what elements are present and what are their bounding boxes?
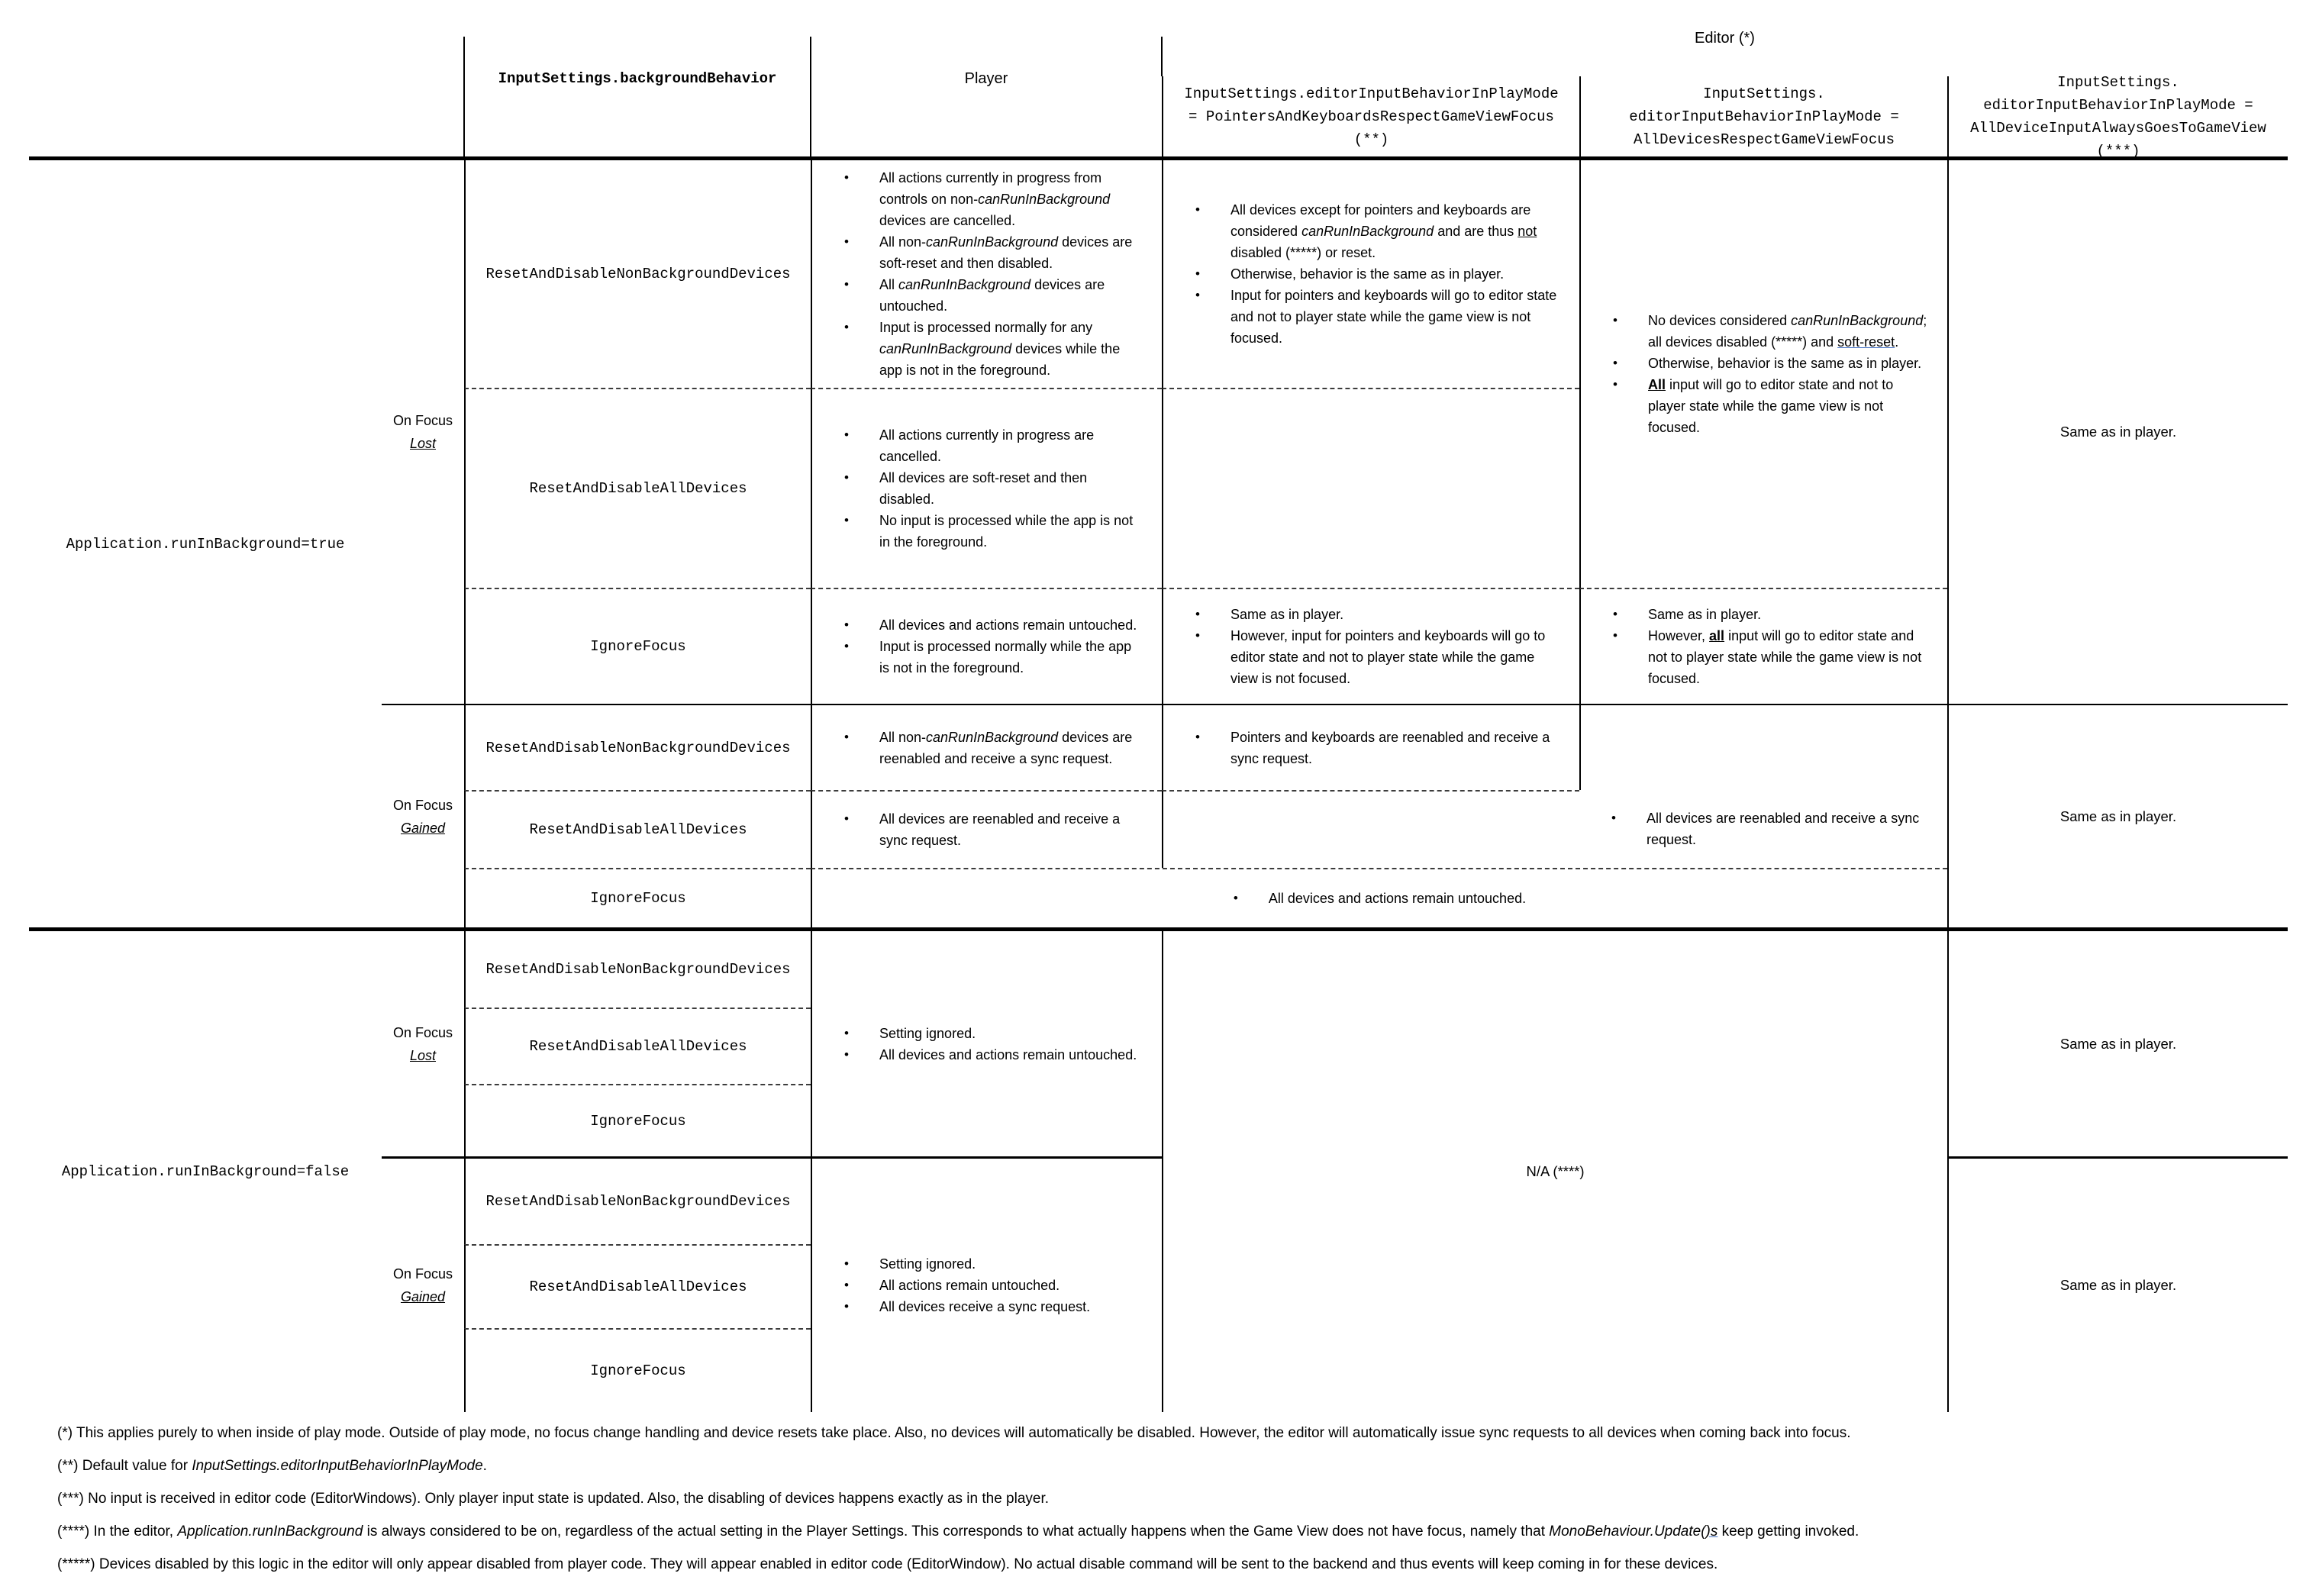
bullet-icon: •: [844, 234, 849, 249]
behavior-reset-nonbackground-lost-true: ResetAndDisableNonBackgroundDevices: [464, 156, 811, 388]
bullet-icon: •: [844, 1025, 849, 1040]
bullet-item: [1195, 199, 1561, 263]
bullet-icon: •: [844, 470, 849, 485]
cell-always-lost-false: Same as in player.: [1947, 927, 2288, 1156]
bullet-text: Setting ignored.: [879, 1256, 976, 1272]
bullet-item: [1195, 604, 1561, 625]
bullet-icon: •: [844, 1256, 849, 1271]
bullet-item: [1613, 604, 1929, 625]
bullet-text: All non-canRunInBackground devices are soft-reset and then disabled.: [879, 234, 1133, 271]
bullet-text: However, all input will go to editor state and not to player state while the game view is not focused.: [1648, 628, 1922, 686]
behavior-reset-all-lost-false: ResetAndDisableAllDevices: [464, 1008, 811, 1084]
column-divider: [810, 37, 811, 156]
cell-pointers-lost-radnbd: [1162, 156, 1579, 388]
bullet-item: [844, 727, 1143, 769]
bullet-text: All non-canRunInBackground devices are reenabled and receive a sync request.: [879, 729, 1133, 766]
footnote-2: (**) Default value for InputSettings.editorInputBehaviorInPlayMode.: [57, 1458, 487, 1474]
cell-player-gained-false: [811, 1156, 1162, 1412]
bullet-text: Same as in player.: [1230, 607, 1344, 622]
bullet-text: No input is processed while the app is not in the foreground.: [879, 513, 1134, 550]
bullet-item: [844, 167, 1143, 231]
bullet-item: [1234, 888, 1526, 909]
bullet-item: [844, 231, 1143, 274]
cell-player-lost-false: [811, 927, 1162, 1156]
footnote-1: (*) This applies purely to when inside of play mode. Outside of play mode, no focus change handling and device resets take place. Also, no devices will automatically be disabled. However, the editor will automatically issue sync requests to all devices when coming back into focus.: [57, 1425, 1851, 1441]
bullet-icon: •: [1195, 288, 1200, 302]
cell-pointers-gained-radnbd: [1162, 704, 1579, 790]
bullet-icon: •: [844, 1278, 849, 1292]
bullet-item: [844, 1023, 1143, 1044]
cell-always-gained-false: Same as in player.: [1947, 1156, 2288, 1412]
bullet-item: [844, 1253, 1143, 1275]
bullet-text: Input is processed normally for any canRunInBackground devices while the app is not in the foreground.: [879, 320, 1121, 378]
bullet-text: All canRunInBackground devices are untouched.: [879, 277, 1105, 314]
bullet-text: All devices and actions remain untouched.: [879, 617, 1137, 633]
bullet-item: [844, 317, 1143, 381]
bullet-text: All devices receive a sync request.: [879, 1299, 1091, 1314]
bullet-item: [1195, 625, 1561, 689]
bullet-icon: •: [844, 427, 849, 442]
bullet-icon: •: [1195, 628, 1200, 643]
bullet-item: [1613, 353, 1929, 374]
bullet-icon: •: [1195, 729, 1200, 744]
bullet-text: All actions currently in progress from controls on non-canRunInBackground devices are cancelled.: [879, 170, 1111, 228]
cell-alldevices-lost-ignore: [1579, 588, 1947, 704]
bullet-icon: •: [1195, 266, 1200, 281]
bullet-icon: •: [1613, 313, 1617, 327]
header-editor-alldevices: InputSettings. editorInputBehaviorInPlayMode = AllDevicesRespectGameViewFocus: [1579, 76, 1947, 156]
behavior-reset-nonbackground-lost-false: ResetAndDisableNonBackgroundDevices: [464, 927, 811, 1008]
bullet-icon: •: [844, 1299, 849, 1314]
cell-pointers-lost-ignore: [1162, 588, 1579, 704]
bullet-item: [844, 510, 1143, 553]
bullet-icon: •: [1611, 811, 1616, 825]
bullet-text: All actions currently in progress are cancelled.: [879, 427, 1095, 464]
bullet-icon: •: [1613, 628, 1617, 643]
column-divider: [1161, 37, 1163, 76]
behavior-ignore-focus-gained-false: IgnoreFocus: [464, 1328, 811, 1412]
bullet-item: [844, 1044, 1143, 1066]
cell-alldevices-lost-merged: [1579, 156, 1947, 588]
bullet-item: [844, 1275, 1143, 1296]
cell-alldevices-gained-empty: [1579, 704, 1947, 790]
cell-always-lost-true: Same as in player.: [1947, 156, 2288, 704]
bullet-icon: •: [844, 277, 849, 292]
bullet-text: All devices and actions remain untouched.: [1268, 891, 1527, 906]
row-label-run-in-background-true: Application.runInBackground=true: [29, 156, 382, 927]
bullet-item: [1613, 625, 1929, 689]
bullet-text: No devices considered canRunInBackground; all devices disabled (*****) and soft-reset.: [1648, 313, 1927, 350]
footnote-5: (*****) Devices disabled by this logic in the editor will only appear disabled from player code. They will appear enabled in editor code (EditorWindow). No actual disable command will be sent to the backend and thus events will keep coming in for these devices.: [57, 1556, 1718, 1572]
bullet-item: [844, 1296, 1143, 1317]
bullet-icon: •: [844, 1046, 849, 1062]
cell-player-gained-radnbd: [811, 704, 1162, 790]
bullet-text: All devices and actions remain untouched.: [879, 1046, 1137, 1062]
bullet-text: Input for pointers and keyboards will go to editor state and not to player state while the game view is not focused.: [1230, 288, 1557, 346]
header-background-behavior: InputSettings.backgroundBehavior: [464, 0, 811, 156]
bullet-item: [844, 614, 1143, 636]
cell-player-lost-radad: [811, 388, 1162, 588]
bullet-item: [844, 808, 1143, 851]
row-label-on-focus-lost-false: On Focus Lost: [382, 927, 464, 1156]
bullet-item: [1613, 374, 1929, 438]
bullet-icon: •: [844, 729, 849, 744]
bullet-item: [844, 274, 1143, 317]
bullet-text: All devices are reenabled and receive a sync request.: [879, 811, 1121, 848]
cell-alldevices-gained-radad: [1579, 790, 1947, 868]
behavior-reset-nonbackground-gained-false: ResetAndDisableNonBackgroundDevices: [464, 1156, 811, 1244]
bullet-text: However, input for pointers and keyboards will go to editor state and not to player state while the game view is not focused.: [1230, 628, 1546, 686]
bullet-icon: •: [1613, 607, 1617, 621]
row-label-run-in-background-false: Application.runInBackground=false: [29, 927, 382, 1412]
bullet-icon: •: [1195, 607, 1200, 621]
bullet-item: [844, 467, 1143, 510]
behavior-table: [29, 0, 2288, 1412]
link[interactable]: ()s: [1701, 1523, 1718, 1540]
bullet-icon: •: [844, 811, 849, 826]
bullet-item: [844, 424, 1143, 467]
cell-pointers-lost-radad-empty: [1162, 388, 1579, 588]
bullet-icon: •: [844, 170, 849, 185]
column-divider: [463, 37, 465, 156]
cell-always-gained-true: Same as in player.: [1947, 704, 2288, 927]
cell-na-false: N/A (****): [1162, 927, 1947, 1412]
bullet-item: [1195, 727, 1561, 769]
bullet-icon: •: [844, 320, 849, 334]
bullet-text: All input will go to editor state and not to player state while the game view is not focused.: [1648, 377, 1894, 435]
bullet-text: Pointers and keyboards are reenabled and receive a sync request.: [1230, 729, 1550, 766]
bullet-icon: •: [844, 513, 849, 527]
bullet-item: [1613, 310, 1929, 353]
bullet-text: All actions remain untouched.: [879, 1278, 1060, 1293]
bullet-icon: •: [1613, 356, 1617, 370]
bullet-icon: •: [844, 617, 849, 632]
row-label-on-focus-gained-false: On Focus Gained: [382, 1156, 464, 1412]
cell-merged-gained-ignore: [811, 868, 1947, 927]
header-editor-pointers: InputSettings.editorInputBehaviorInPlayMode = PointersAndKeyboardsRespectGameViewFocus (**): [1162, 76, 1579, 156]
header-editor-group: Editor (*): [1162, 0, 2288, 76]
header-editor-gameview: InputSettings. editorInputBehaviorInPlayMode = AllDeviceInputAlwaysGoesToGameView (***): [1947, 76, 2288, 156]
row-label-on-focus-gained-true: On Focus Gained: [382, 704, 464, 927]
behavior-ignore-focus-lost-false: IgnoreFocus: [464, 1084, 811, 1156]
bullet-icon: •: [1233, 891, 1238, 905]
behavior-reset-nonbackground-gained-true: ResetAndDisableNonBackgroundDevices: [464, 704, 811, 790]
bullet-text: Input is processed normally while the app is not in the foreground.: [879, 639, 1132, 675]
cell-pointers-gained-radad-empty: [1162, 790, 1579, 868]
bullet-text: All devices are reenabled and receive a sync request.: [1647, 811, 1920, 847]
bullet-icon: •: [844, 639, 849, 653]
link[interactable]: soft-reset: [1837, 334, 1895, 350]
cell-player-lost-ignore: [811, 588, 1162, 704]
row-label-on-focus-lost-true: On Focus Lost: [382, 156, 464, 704]
behavior-ignore-focus-lost-true: IgnoreFocus: [464, 588, 811, 704]
bullet-text: All devices except for pointers and keyboards are considered canRunInBackground and are thus not disabled (*****) or reset.: [1230, 202, 1537, 260]
bullet-text: Setting ignored.: [879, 1025, 976, 1041]
bullet-icon: •: [1195, 202, 1200, 217]
bullet-text: Otherwise, behavior is the same as in player.: [1230, 266, 1505, 282]
behavior-reset-all-gained-true: ResetAndDisableAllDevices: [464, 790, 811, 868]
header-player: Player: [811, 0, 1162, 156]
bullet-text: Same as in player.: [1648, 607, 1762, 622]
cell-player-gained-radad: [811, 790, 1162, 868]
footnote-4: (****) In the editor, Application.runInBackground is always considered to be on, regardless of the actual setting in the Player Settings. This corresponds to what actually happens when the Game View does not have focus, namely that MonoBehaviour.Update()s keep getting invoked.: [57, 1523, 1859, 1540]
bullet-item: [1195, 285, 1561, 349]
bullet-item: [1195, 263, 1561, 285]
bullet-text: All devices are soft-reset and then disabled.: [879, 470, 1088, 507]
bullet-item: [844, 636, 1143, 679]
footnote-3: (***) No input is received in editor code (EditorWindows). Only player input state is updated. Also, the disabling of devices happens exactly as in the player.: [57, 1491, 1050, 1507]
behavior-reset-all-gained-false: ResetAndDisableAllDevices: [464, 1244, 811, 1328]
bullet-icon: •: [1613, 377, 1617, 392]
footnotes: [57, 1417, 2271, 1581]
bullet-text: Otherwise, behavior is the same as in player.: [1648, 356, 1922, 371]
bullet-item: [1611, 808, 1929, 850]
cell-player-lost-radnbd: [811, 156, 1162, 388]
behavior-reset-all-lost-true: ResetAndDisableAllDevices: [464, 388, 811, 588]
behavior-ignore-focus-gained-true: IgnoreFocus: [464, 868, 811, 927]
